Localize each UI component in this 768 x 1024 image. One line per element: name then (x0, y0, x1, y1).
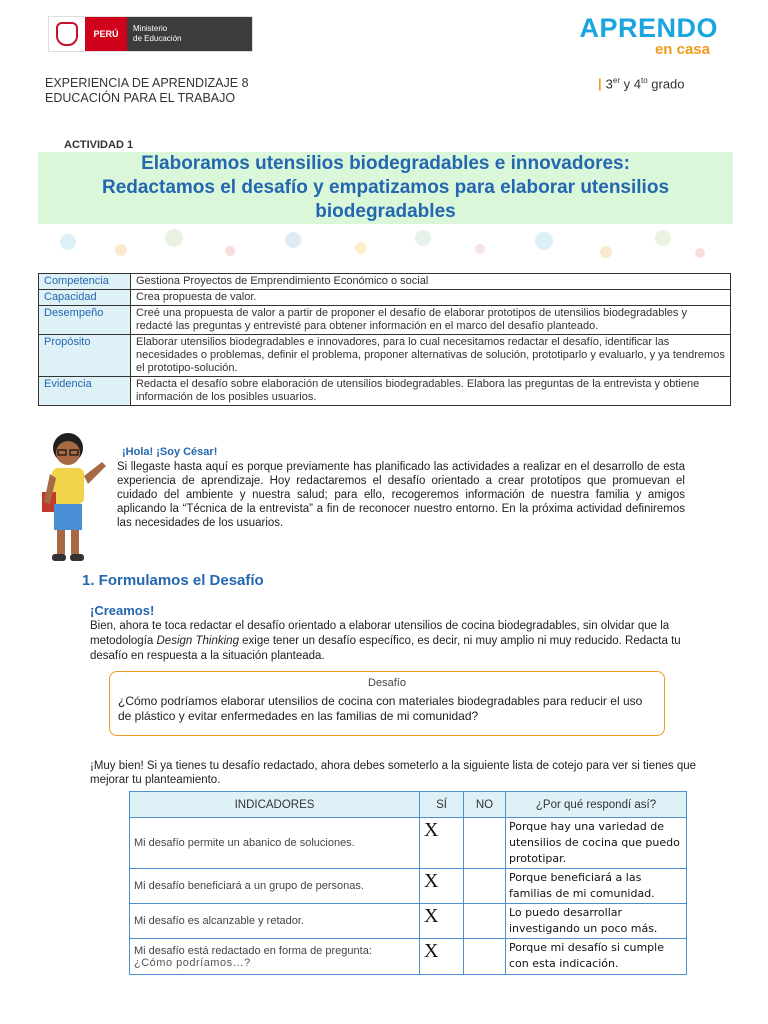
ministry-name: Ministerio de Educación (127, 17, 252, 51)
yes-cell: X (420, 939, 464, 975)
why-cell: Lo puedo desarrollar investigando un poco más. (506, 904, 687, 939)
brand-top: APRENDO (579, 13, 718, 43)
no-cell (464, 869, 506, 904)
checklist-table (129, 791, 687, 975)
table-row (130, 939, 687, 975)
grade-bar-icon: | (598, 76, 602, 92)
table-row (130, 869, 687, 904)
brand-bottom: en casa (654, 41, 710, 58)
why-cell: Porque beneficiará a las familias de mi comunidad. (506, 869, 687, 904)
row-value: Crea propuesta de valor. (131, 290, 731, 306)
why-cell: Porque hay una variedad de utensilios de cocina que puedo prototipar. (506, 818, 687, 869)
section-subtitle: ¡Creamos! (90, 603, 155, 618)
indicator-cell: Mi desafío beneficiará a un grupo de personas. (130, 869, 420, 904)
experience-line1: EXPERIENCIA DE APRENDIZAJE 8 (45, 76, 249, 90)
challenge-box-title: Desafío (368, 677, 406, 689)
yes-cell: X (420, 818, 464, 869)
why-cell: Porque mi desafío si cumple con esta indicación. (506, 939, 687, 975)
experience-heading (45, 76, 249, 106)
header-yes: SÍ (420, 792, 464, 818)
table-row (39, 377, 731, 406)
row-value: Gestiona Proyectos de Emprendimiento Económico o social (131, 274, 731, 290)
title-line2: Redactamos el desafío y empatizamos para elaborar utensilios (101, 177, 670, 198)
checklist-instruction: ¡Muy bien! Si ya tienes tu desafío redactado, ahora debes someterlo a la siguiente lista de cotejo para ver si tienes que mejorar tu planteamiento. (90, 760, 697, 786)
decorative-pattern (55, 224, 715, 266)
activity-title (38, 152, 733, 224)
ministry-logo (48, 16, 253, 52)
title-line3: biodegradables (315, 201, 456, 222)
competency-table (38, 273, 731, 406)
row-key: Competencia (39, 274, 131, 290)
table-header-row (130, 792, 687, 818)
row-key: Desempeño (39, 306, 131, 335)
instruction-paragraph: Bien, ahora te toca redactar el desafío orientado a elaborar utensilios de cocina biodegradables, sin olvidar que la metodología Design Thinking exige tener un desafío específico, es decir, ni muy amplio ni muy reducido. Redacta tu desafío en respuesta a la situación planteada. (90, 620, 681, 662)
challenge-box (109, 671, 665, 736)
challenge-box-text: ¿Cómo podríamos elaborar utensilios de cocina con materiales biodegradables para reducir el uso de plástico y evitar enfermedades en las familias de mi comunidad? (118, 694, 643, 723)
activity-label: ACTIVIDAD 1 (64, 139, 134, 151)
indicator-cell: Mi desafío es alcanzable y retador. (130, 904, 420, 939)
row-key: Capacidad (39, 290, 131, 306)
peru-seal-icon (49, 17, 85, 51)
table-row (39, 274, 731, 290)
cesar-character-icon (36, 426, 114, 566)
header-no: NO (464, 792, 506, 818)
table-row (130, 818, 687, 869)
row-key: Propósito (39, 335, 131, 377)
intro-text: Si llegaste hasta aquí es porque previamente has planificado las actividades a realizar en el desarrollo de esta experiencia de aprendizaje. Hoy redactaremos el desafío orientado a crear prototipos que promuevan el cuidado del ambiente y nuestra salud; para ello, recogeremos información de nuestra familia y amigos aplicando la “Técnica de la entrevista” a fin de reconocer nuestro entorno. En la próxima actividad definiremos las necesidades de los usuarios. (117, 461, 685, 529)
table-row (39, 290, 731, 306)
title-line1: Elaboramos utensilios biodegradables e innovadores: (141, 153, 630, 174)
table-row (39, 306, 731, 335)
no-cell (464, 818, 506, 869)
aprendo-en-casa-logo (578, 14, 718, 60)
grade-label: | 3er y $4^{to}$ grado (598, 76, 685, 92)
row-value: Elaborar utensilios biodegradables e innovadores, para lo cual necesitamos redactar el desafío, identificar las necesidades o problemas, definir el problema, proponer alternativas de solución, prototiparlo y evaluarlo, y ya tendremos el prototipo-solución. (131, 335, 731, 377)
no-cell (464, 939, 506, 975)
row-value: Redacta el desafío sobre elaboración de utensilios biodegradables. Elabora las preguntas de la entrevista y obtiene información de los posibles usuarios. (131, 377, 731, 406)
header-indicators: INDICADORES (130, 792, 420, 818)
yes-cell: X (420, 904, 464, 939)
table-row (39, 335, 731, 377)
row-key: Evidencia (39, 377, 131, 406)
greeting: ¡Hola! ¡Soy César! (122, 446, 218, 458)
peru-label: PERÚ (85, 17, 127, 51)
indicator-cell: Mi desafío está redactado en forma de pregunta: ¿Cómo podríamos…? (130, 939, 420, 975)
page-header (38, 14, 730, 64)
experience-line2: EDUCACIÓN PARA EL TRABAJO (45, 91, 236, 105)
no-cell (464, 904, 506, 939)
yes-cell: X (420, 869, 464, 904)
section-title: 1. Formulamos el Desafío (82, 572, 264, 589)
indicator-cell: Mi desafío permite un abanico de soluciones. (130, 818, 420, 869)
header-why: ¿Por qué respondí así? (506, 792, 687, 818)
row-value: Creé una propuesta de valor a partir de proponer el desafío de elaborar prototipos de utensilios biodegradables y redacté las preguntas y entrevisté para obtener información en el marco del desafío planteado. (131, 306, 731, 335)
indicator-example: ¿Cómo podríamos…? (134, 956, 251, 969)
table-row (130, 904, 687, 939)
